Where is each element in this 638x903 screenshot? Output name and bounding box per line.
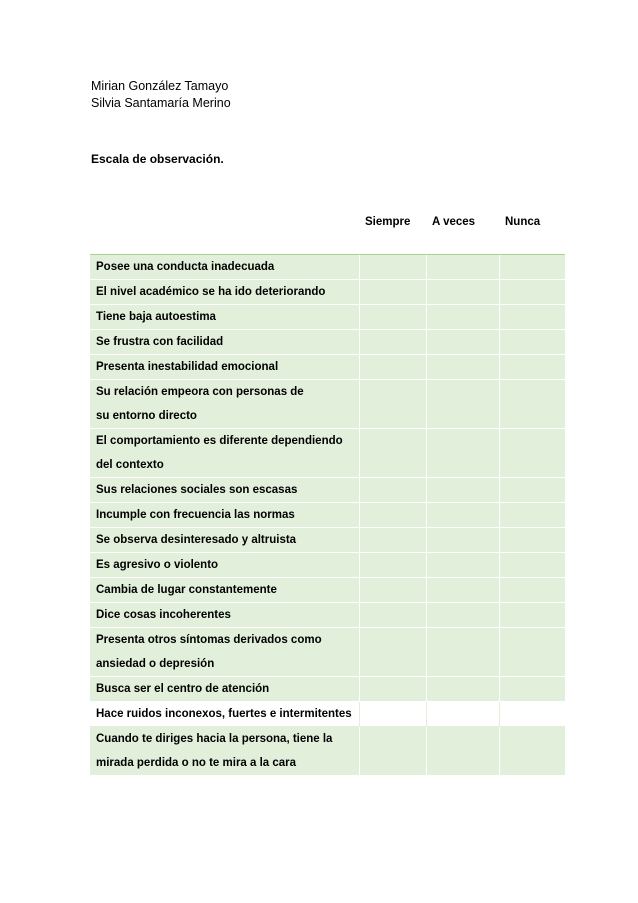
rating-cell-nunca[interactable] xyxy=(499,355,565,380)
behavior-item-label xyxy=(90,355,359,380)
table-row xyxy=(90,478,565,503)
rating-cell-a-veces[interactable] xyxy=(426,330,499,355)
rating-cell-siempre[interactable] xyxy=(359,503,426,528)
behavior-item-text: Sus relaciones sociales son escasas xyxy=(96,484,298,496)
column-header-siempre: Siempre xyxy=(359,216,426,255)
rating-cell-nunca[interactable] xyxy=(499,503,565,528)
behavior-item-label xyxy=(90,429,359,478)
rating-cell-siempre[interactable] xyxy=(359,355,426,380)
rating-cell-nunca[interactable] xyxy=(499,553,565,578)
behavior-item-text: Posee una conducta inadecuada xyxy=(96,261,275,273)
rating-cell-siempre[interactable] xyxy=(359,702,426,727)
rating-cell-a-veces[interactable] xyxy=(426,255,499,280)
table-row xyxy=(90,528,565,553)
observation-scale-table xyxy=(90,216,565,776)
rating-cell-nunca[interactable] xyxy=(499,255,565,280)
table-row xyxy=(90,603,565,628)
rating-cell-a-veces[interactable] xyxy=(426,603,499,628)
behavior-item-label xyxy=(90,280,359,305)
column-header-a-veces: A veces xyxy=(426,216,499,255)
behavior-item-label xyxy=(90,553,359,578)
behavior-item-label xyxy=(90,380,359,429)
behavior-item-text: Dice cosas incoherentes xyxy=(96,609,231,621)
rating-cell-nunca[interactable] xyxy=(499,305,565,330)
behavior-item-text: Es agresivo o violento xyxy=(96,559,219,571)
behavior-item-text: Se observa desinteresado y altruista xyxy=(96,534,297,546)
table-row xyxy=(90,727,565,776)
rating-cell-a-veces[interactable] xyxy=(426,305,499,330)
rating-cell-siempre[interactable] xyxy=(359,305,426,330)
rating-cell-siempre[interactable] xyxy=(359,255,426,280)
rating-cell-nunca[interactable] xyxy=(499,603,565,628)
behavior-item-text: Cambia de lugar constantemente xyxy=(96,584,277,596)
behavior-item-label xyxy=(90,528,359,553)
behavior-item-text: Incumple con frecuencia las normas xyxy=(96,509,295,521)
rating-cell-a-veces[interactable] xyxy=(426,677,499,702)
table-row xyxy=(90,305,565,330)
rating-cell-a-veces[interactable] xyxy=(426,380,499,429)
rating-cell-siempre[interactable] xyxy=(359,280,426,305)
rating-cell-nunca[interactable] xyxy=(499,429,565,478)
rating-cell-a-veces[interactable] xyxy=(426,578,499,603)
table-row xyxy=(90,503,565,528)
rating-cell-a-veces[interactable] xyxy=(426,355,499,380)
rating-cell-nunca[interactable] xyxy=(499,628,565,677)
rating-cell-nunca[interactable] xyxy=(499,380,565,429)
rating-cell-nunca[interactable] xyxy=(499,702,565,727)
table-row xyxy=(90,553,565,578)
rating-cell-siempre[interactable] xyxy=(359,528,426,553)
behavior-item-text: Se frustra con facilidad xyxy=(96,336,224,348)
author-name: Mirian González Tamayo xyxy=(91,79,229,93)
rating-cell-siempre[interactable] xyxy=(359,603,426,628)
behavior-item-label xyxy=(90,578,359,603)
table-row xyxy=(90,578,565,603)
behavior-item-text: Hace ruidos inconexos, fuertes e intermitentes xyxy=(96,708,352,720)
table-row xyxy=(90,380,565,429)
rating-cell-siempre[interactable] xyxy=(359,628,426,677)
behavior-item-label xyxy=(90,677,359,702)
behavior-item-text: Presenta inestabilidad emocional xyxy=(96,361,279,373)
rating-cell-a-veces[interactable] xyxy=(426,429,499,478)
table-row xyxy=(90,355,565,380)
table-row xyxy=(90,255,565,280)
rating-cell-siempre[interactable] xyxy=(359,727,426,776)
rating-cell-nunca[interactable] xyxy=(499,727,565,776)
table-header-row xyxy=(90,216,565,255)
rating-cell-a-veces[interactable] xyxy=(426,727,499,776)
behavior-item-label xyxy=(90,330,359,355)
rating-cell-nunca[interactable] xyxy=(499,528,565,553)
behavior-item-text: Tiene baja autoestima xyxy=(96,311,216,323)
rating-cell-siempre[interactable] xyxy=(359,553,426,578)
behavior-item-text: El comportamiento es diferente dependiendo del contexto xyxy=(96,435,343,471)
behavior-item-label xyxy=(90,503,359,528)
behavior-item-text: Presenta otros síntomas derivados como ansiedad o depresión xyxy=(96,634,322,670)
table-row xyxy=(90,628,565,677)
column-header-nunca: Nunca xyxy=(499,216,565,255)
behavior-item-text: Cuando te diriges hacia la persona, tiene la mirada perdida o no te mira a la cara xyxy=(96,733,333,769)
column-header-item xyxy=(90,216,359,255)
rating-cell-siempre[interactable] xyxy=(359,429,426,478)
rating-cell-nunca[interactable] xyxy=(499,578,565,603)
rating-cell-nunca[interactable] xyxy=(499,478,565,503)
rating-cell-siempre[interactable] xyxy=(359,478,426,503)
rating-cell-a-veces[interactable] xyxy=(426,553,499,578)
rating-cell-siempre[interactable] xyxy=(359,677,426,702)
document-title: Escala de observación. xyxy=(91,152,224,166)
behavior-item-label xyxy=(90,255,359,280)
behavior-item-text: Busca ser el centro de atención xyxy=(96,683,270,695)
rating-cell-siempre[interactable] xyxy=(359,380,426,429)
behavior-item-label xyxy=(90,305,359,330)
rating-cell-nunca[interactable] xyxy=(499,280,565,305)
rating-cell-a-veces[interactable] xyxy=(426,478,499,503)
behavior-item-label xyxy=(90,702,359,727)
behavior-item-text: El nivel académico se ha ido deteriorando xyxy=(96,286,326,298)
behavior-item-text: Su relación empeora con personas de su entorno directo xyxy=(96,386,304,422)
behavior-item-label xyxy=(90,603,359,628)
rating-cell-siempre[interactable] xyxy=(359,330,426,355)
table-row xyxy=(90,429,565,478)
rating-cell-nunca[interactable] xyxy=(499,330,565,355)
behavior-item-label xyxy=(90,478,359,503)
rating-cell-a-veces[interactable] xyxy=(426,628,499,677)
rating-cell-a-veces[interactable] xyxy=(426,503,499,528)
table-row xyxy=(90,702,565,727)
table-row xyxy=(90,330,565,355)
rating-cell-a-veces[interactable] xyxy=(426,528,499,553)
rating-cell-a-veces[interactable] xyxy=(426,702,499,727)
rating-cell-siempre[interactable] xyxy=(359,578,426,603)
rating-cell-nunca[interactable] xyxy=(499,677,565,702)
behavior-item-label xyxy=(90,727,359,776)
table-row xyxy=(90,280,565,305)
table-row xyxy=(90,677,565,702)
rating-cell-a-veces[interactable] xyxy=(426,280,499,305)
behavior-item-label xyxy=(90,628,359,677)
author-block xyxy=(91,78,231,112)
author-name: Silvia Santamaría Merino xyxy=(91,96,231,110)
